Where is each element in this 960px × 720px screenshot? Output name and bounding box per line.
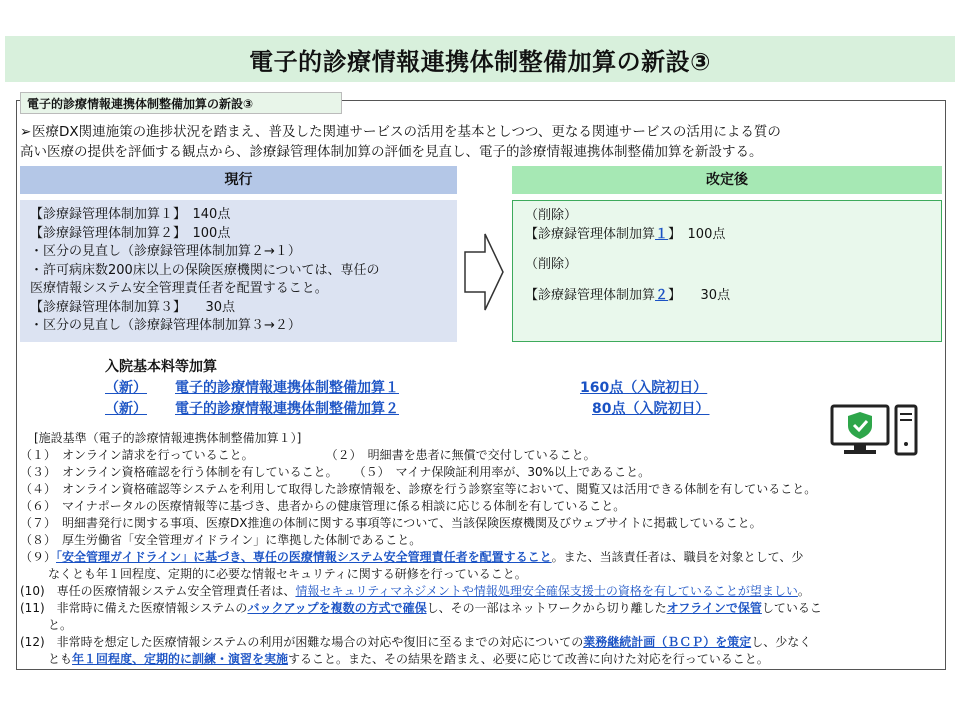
- criteria-item-10-post: 。: [797, 584, 810, 598]
- revised-item-1-pre: 【診療録管理体制加算: [525, 226, 656, 242]
- criteria-item-3: （３） オンライン資格確認を行う体制を有していること。: [20, 465, 338, 479]
- criteria-item-12-cont-pre: とも: [48, 652, 73, 666]
- criteria-item-9-highlight[interactable]: 「安全管理ガイドライン」に基づき、専任の医療情報システム安全管理責任者を配置すること: [56, 550, 552, 564]
- criteria-item-9-pre: （９）: [20, 550, 57, 564]
- addon-new-tag: （新）: [105, 401, 147, 417]
- criteria-item-6: （６） マイナポータルの医療情報等に基づき、患者からの健康管理に係る相談に応じる体制を有していること。: [20, 499, 626, 513]
- right-arrow-icon: [463, 232, 505, 312]
- criteria-item-12-cont: [20, 651, 945, 668]
- addon-name[interactable]: 電子的診療情報連携体制整備加算１: [175, 380, 399, 396]
- criteria-item-4: （４） オンライン資格確認等システムを利用して取得した診療情報を、診療を行う診察室等において、閲覧又は活用できる体制を有していること。: [20, 482, 817, 496]
- criteria-item-8: （８） 厚生労働省「安全管理ガイドライン」に準拠した体制であること。: [20, 533, 422, 547]
- addon-row: [105, 398, 709, 418]
- current-line: 【診療録管理体制加算２】 100点: [30, 225, 231, 241]
- criteria-item-12: [20, 634, 945, 651]
- addon-name[interactable]: 電子的診療情報連携体制整備加算２: [175, 401, 399, 417]
- title-banner: [5, 36, 955, 82]
- intro-line2: 高い医療の提供を評価する観点から、診療録管理体制加算の評価を見直し、電子的診療情報連携体制整備加算を新設する。: [20, 144, 763, 160]
- criteria-item-10-pre: (10) 専任の医療情報システム安全管理責任者は、: [20, 584, 296, 598]
- criteria-item-12-pre: (12) 非常時を想定した医療情報システムの利用が困難な場合の対応や復旧に至るまでの対応についての: [20, 635, 584, 649]
- criteria-item-1: （１） オンライン請求を行っていること。: [20, 448, 254, 462]
- revised-item-2-num[interactable]: ２: [655, 287, 669, 303]
- bullet-arrow-icon: ➢: [20, 124, 32, 140]
- current-line: ・許可病床数200床以上の保険医療機関については、専任の: [30, 262, 380, 278]
- intro-text: [20, 122, 945, 162]
- current-header: 現行: [20, 166, 457, 194]
- current-line: 【診療録管理体制加算３】 30点: [30, 299, 236, 315]
- current-line: 【診療録管理体制加算１】 140点: [30, 207, 231, 222]
- addon-points[interactable]: 80点（入院初日）: [592, 401, 710, 417]
- current-line: ・区分の見直し（診療録管理体制加算２→１）: [30, 244, 301, 259]
- revised-item-2-post: 】 30点: [668, 287, 731, 303]
- criteria-item-11-mid: し、その一部はネットワークから切り離した: [426, 601, 667, 615]
- facility-criteria: [20, 430, 945, 668]
- page-title: 電子的診療情報連携体制整備加算の新設③: [249, 47, 711, 76]
- intro-line1: 医療DX関連施策の進捗状況を踏まえ、普及した関連サービスの活用を基本としつつ、更なる関連サービスの活用による質の: [32, 124, 781, 140]
- revised-item-1-post: 】 100点: [668, 226, 726, 242]
- current-box: [20, 200, 457, 342]
- revised-item-1: [525, 226, 929, 245]
- criteria-item: [20, 447, 945, 464]
- revised-item-2-pre: 【診療録管理体制加算: [525, 287, 656, 303]
- deleted-label: （削除）: [525, 208, 578, 223]
- section-label: 電子的診療情報連携体制整備加算の新設③: [20, 92, 342, 114]
- criteria-item-11-highlight-1[interactable]: バックアップを複数の方式で確保: [247, 601, 427, 615]
- revised-item-2: [525, 287, 929, 306]
- criteria-item-7: （７） 明細書発行に関する事項、医療DX推進の体制に関する事項等について、当該保険医療機関及びウェブサイトに掲載していること。: [20, 516, 762, 530]
- criteria-item-9: [20, 549, 945, 566]
- current-line: ・区分の見直し（診療録管理体制加算３→２）: [30, 318, 301, 333]
- criteria-item-11: [20, 600, 945, 617]
- criteria-item-11-cont: と。: [48, 618, 73, 632]
- addon-heading: 入院基本料等加算: [105, 359, 217, 375]
- criteria-item-12-highlight-1[interactable]: 業務継続計画（ＢＣＰ）を策定: [583, 635, 752, 649]
- criteria-item-9-post: 。また、当該責任者は、職員を対象として、少: [551, 550, 804, 564]
- criteria-item-12-cont-post: すること。また、その結果を踏まえ、必要に応じて改善に向けた対応を行っていること。: [288, 652, 769, 666]
- addon-new-tag: （新）: [105, 380, 147, 396]
- criteria-item-11-highlight-2[interactable]: オフラインで保管: [666, 601, 762, 615]
- deleted-label: （削除）: [525, 257, 578, 272]
- criteria-item-11-pre: (11) 非常時に備えた医療情報システムの: [20, 601, 248, 615]
- addon-row: [105, 377, 707, 397]
- criteria-item-10: [20, 583, 945, 600]
- revised-item-1-num[interactable]: １: [655, 226, 669, 242]
- revised-box: [512, 200, 942, 342]
- criteria-item-12-highlight-2[interactable]: 年１回程度、定期的に訓練・演習を実施: [72, 652, 289, 666]
- criteria-item: [20, 464, 945, 481]
- criteria-item-11-post: しているこ: [761, 601, 822, 615]
- criteria-item-10-highlight[interactable]: 情報セキュリティマネジメントや情報処理安全確保支援士の資格を有していることが望ましい: [295, 584, 798, 598]
- criteria-item-2: （２） 明細書を患者に無償で交付していること。: [325, 448, 596, 462]
- addon-points[interactable]: 160点（入院初日）: [580, 380, 708, 396]
- criteria-item-12-post: し、少なく: [751, 635, 812, 649]
- criteria-item-9-cont: なくとも年１回程度、定期的に必要な情報セキュリティに関する研修を行っていること。: [48, 567, 527, 581]
- criteria-heading: [施設基準（電子的診療情報連携体制整備加算１）]: [34, 431, 302, 445]
- current-line: 医療情報システム安全管理責任者を配置すること。: [30, 281, 328, 296]
- criteria-item-5: （５） マイナ保険証利用率が、30%以上であること。: [353, 465, 651, 479]
- revised-header: 改定後: [512, 166, 942, 194]
